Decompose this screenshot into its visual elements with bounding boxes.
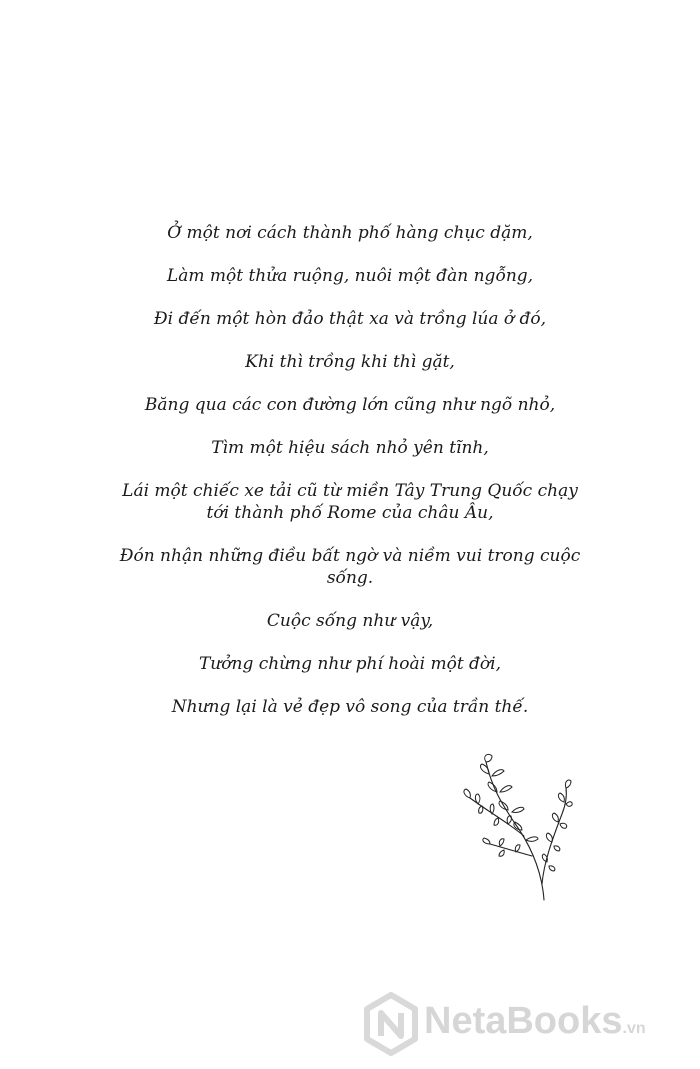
poem-line: Cuộc sống như vậy, (266, 611, 434, 631)
poem-line: Ở một nơi cách thành phố hàng chục dặm, (167, 223, 533, 243)
poem-line: Đi đến một hòn đảo thật xa và trồng lúa ở đó, (153, 309, 547, 329)
watermark-text: NetaBooks.vn (424, 1000, 646, 1042)
leaf-sprig-icon (462, 752, 574, 902)
poem-line: Khi thì trồng khi thì gặt, (245, 352, 455, 372)
poem-line: Băng qua các con đường lớn cũng như ngõ nhỏ, (144, 395, 556, 415)
poem-line: Làm một thửa ruộng, nuôi một đàn ngỗng, (166, 266, 534, 286)
poem-line: Nhưng lại là vẻ đẹp vô song của trần thế. (171, 697, 529, 717)
poem-line: Tìm một hiệu sách nhỏ yên tĩnh, (211, 438, 489, 458)
poem-line: Đón nhận những điều bất ngờ và niềm vui trong cuộc sống. (119, 546, 581, 588)
poem-line: Tưởng chừng như phí hoài một đời, (198, 654, 502, 674)
netabooks-watermark (362, 990, 692, 1060)
netabooks-logo-icon (362, 992, 420, 1056)
poem (110, 222, 590, 739)
poem-line: Lái một chiếc xe tải cũ từ miền Tây Trung Quốc chạy tới thành phố Rome của châu Âu, (122, 481, 578, 523)
